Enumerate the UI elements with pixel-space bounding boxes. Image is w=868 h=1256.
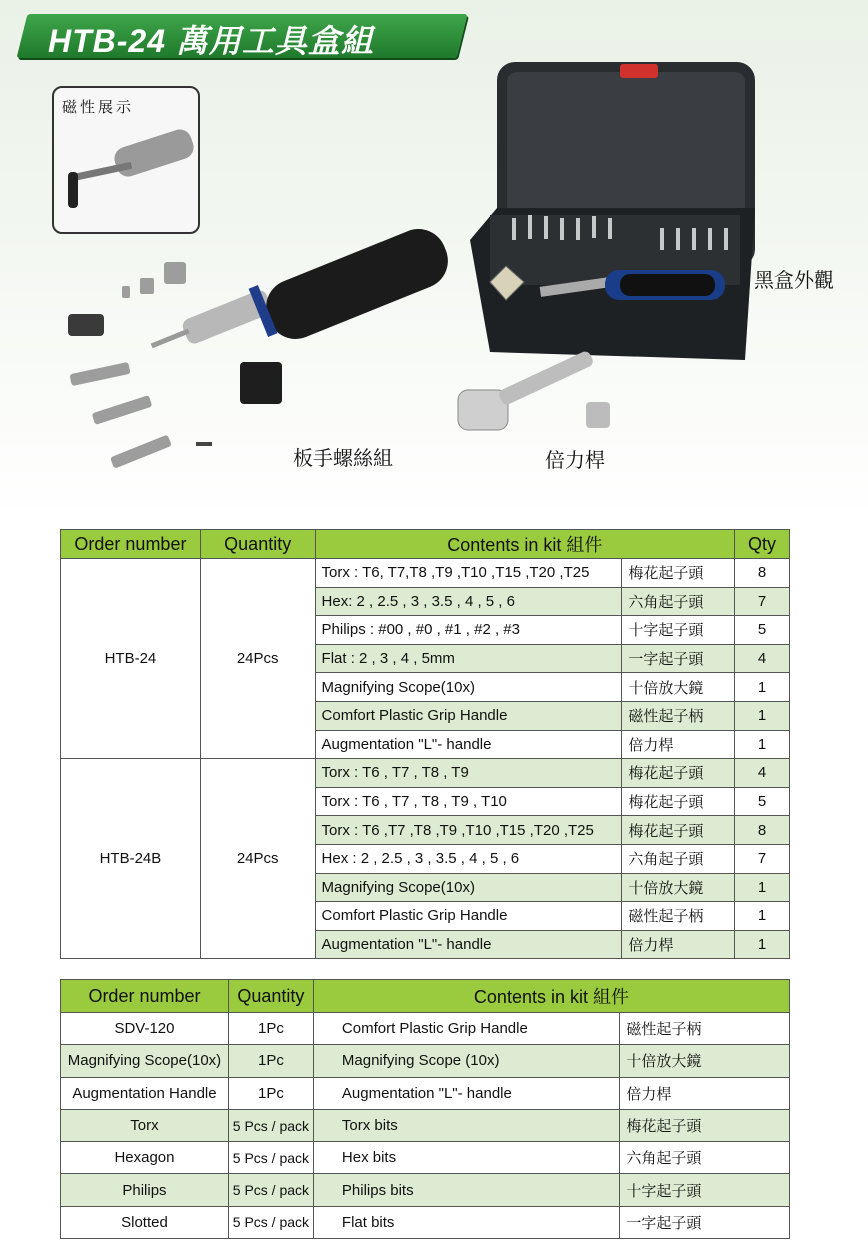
quantity-cell: 24Pcs xyxy=(200,559,315,759)
header-quantity: Quantity xyxy=(228,980,313,1013)
quantity-cell: 5 Pcs / pack xyxy=(228,1109,313,1141)
content-zh-cell: 一字起子頭 xyxy=(622,644,735,673)
header-order-number: Order number xyxy=(61,530,201,559)
l-handle-caption: 倍力桿 xyxy=(545,450,605,472)
content-en-cell: Magnifying Scope(10x) xyxy=(315,873,622,902)
order-number-cell: Magnifying Scope(10x) xyxy=(61,1045,229,1077)
qty-cell: 7 xyxy=(735,587,790,616)
content-en-cell: Hex bits xyxy=(313,1142,620,1174)
content-zh-cell: 磁性起子柄 xyxy=(620,1013,790,1045)
black-case-illustration xyxy=(470,62,755,360)
order-number-cell: Slotted xyxy=(61,1206,229,1238)
content-en-cell: Philips : #00 , #0 , #1 , #2 , #3 xyxy=(315,616,622,645)
content-en-cell: Flat : 2 , 3 , 4 , 5mm xyxy=(315,644,622,673)
content-en-cell: Torx : T6 , T7 , T8 , T9 xyxy=(315,759,622,788)
order-number-cell: Torx xyxy=(61,1109,229,1141)
quantity-cell: 5 Pcs / pack xyxy=(228,1206,313,1238)
order-number-cell: Hexagon xyxy=(61,1142,229,1174)
content-en-cell: Augmentation "L"- handle xyxy=(315,730,622,759)
table-header-row xyxy=(61,980,790,1013)
content-en-cell: Torx : T6 , T7 , T8 , T9 , T10 xyxy=(315,787,622,816)
quantity-cell: 5 Pcs / pack xyxy=(228,1142,313,1174)
order-number-cell: Philips xyxy=(61,1174,229,1206)
header-contents: Contents in kit 組件 xyxy=(313,980,789,1013)
magnetic-demo-label: 磁性展示 xyxy=(62,99,135,116)
l-handle-illustration xyxy=(458,350,610,430)
order-number-cell: Augmentation Handle xyxy=(61,1077,229,1109)
table-row xyxy=(61,759,790,788)
quantity-cell: 1Pc xyxy=(228,1045,313,1077)
qty-cell: 8 xyxy=(735,559,790,588)
qty-cell: 8 xyxy=(735,816,790,845)
content-zh-cell: 梅花起子頭 xyxy=(622,559,735,588)
qty-cell: 5 xyxy=(735,616,790,645)
small-parts-illustration xyxy=(68,262,282,469)
header-contents: Contents in kit 組件 xyxy=(315,530,735,559)
order-number-cell: HTB-24B xyxy=(61,759,201,959)
qty-cell: 7 xyxy=(735,844,790,873)
content-zh-cell: 磁性起子柄 xyxy=(622,902,735,931)
quantity-cell: 5 Pcs / pack xyxy=(228,1174,313,1206)
content-en-cell: Torx : T6, T7,T8 ,T9 ,T10 ,T15 ,T20 ,T25 xyxy=(315,559,622,588)
table-row xyxy=(61,1142,790,1174)
content-zh-cell: 六角起子頭 xyxy=(622,844,735,873)
content-zh-cell: 倍力桿 xyxy=(620,1077,790,1109)
content-zh-cell: 梅花起子頭 xyxy=(622,787,735,816)
content-en-cell: Comfort Plastic Grip Handle xyxy=(315,902,622,931)
content-zh-cell: 十倍放大鏡 xyxy=(622,673,735,702)
kit-contents-table xyxy=(60,529,790,959)
qty-cell: 4 xyxy=(735,644,790,673)
content-zh-cell: 一字起子頭 xyxy=(620,1206,790,1238)
content-en-cell: Philips bits xyxy=(313,1174,620,1206)
header-qty: Qty xyxy=(735,530,790,559)
product-photo xyxy=(0,0,868,500)
content-zh-cell: 十字起子頭 xyxy=(622,616,735,645)
table-row xyxy=(61,1109,790,1141)
table-row xyxy=(61,1077,790,1109)
content-zh-cell: 六角起子頭 xyxy=(620,1142,790,1174)
content-zh-cell: 倍力桿 xyxy=(622,930,735,959)
content-en-cell: Hex : 2 , 2.5 , 3 , 3.5 , 4 , 5 , 6 xyxy=(315,844,622,873)
header-quantity: Quantity xyxy=(200,530,315,559)
content-en-cell: Comfort Plastic Grip Handle xyxy=(315,701,622,730)
qty-cell: 1 xyxy=(735,701,790,730)
table-row xyxy=(61,1045,790,1077)
table-row xyxy=(61,1206,790,1238)
qty-cell: 1 xyxy=(735,730,790,759)
table-row xyxy=(61,559,790,588)
quantity-cell: 24Pcs xyxy=(200,759,315,959)
content-en-cell: Torx bits xyxy=(313,1109,620,1141)
content-zh-cell: 六角起子頭 xyxy=(622,587,735,616)
content-en-cell: Augmentation "L"- handle xyxy=(315,930,622,959)
content-zh-cell: 梅花起子頭 xyxy=(622,816,735,845)
content-zh-cell: 梅花起子頭 xyxy=(620,1109,790,1141)
content-en-cell: Comfort Plastic Grip Handle xyxy=(313,1013,620,1045)
content-en-cell: Magnifying Scope (10x) xyxy=(313,1045,620,1077)
content-zh-cell: 十字起子頭 xyxy=(620,1174,790,1206)
qty-cell: 1 xyxy=(735,673,790,702)
content-zh-cell: 梅花起子頭 xyxy=(622,759,735,788)
quantity-cell: 1Pc xyxy=(228,1077,313,1109)
quantity-cell: 1Pc xyxy=(228,1013,313,1045)
content-en-cell: Magnifying Scope(10x) xyxy=(315,673,622,702)
content-zh-cell: 磁性起子柄 xyxy=(622,701,735,730)
accessory-table xyxy=(60,979,790,1239)
table-row xyxy=(61,1174,790,1206)
black-box-caption: 黑盒外觀 xyxy=(754,270,834,292)
table-row xyxy=(61,1013,790,1045)
qty-cell: 1 xyxy=(735,930,790,959)
qty-cell: 1 xyxy=(735,873,790,902)
content-en-cell: Flat bits xyxy=(313,1206,620,1238)
content-en-cell: Augmentation "L"- handle xyxy=(313,1077,620,1109)
table-header-row xyxy=(61,530,790,559)
qty-cell: 5 xyxy=(735,787,790,816)
order-number-cell: SDV-120 xyxy=(61,1013,229,1045)
page-title: HTB-24 萬用工具盒組 xyxy=(48,23,374,59)
qty-cell: 4 xyxy=(735,759,790,788)
header-order-number: Order number xyxy=(61,980,229,1013)
wrench-set-caption: 板手螺絲組 xyxy=(293,448,393,470)
qty-cell: 1 xyxy=(735,902,790,931)
screwdriver-illustration xyxy=(151,221,457,349)
content-en-cell: Hex: 2 , 2.5 , 3 , 3.5 , 4 , 5 , 6 xyxy=(315,587,622,616)
content-zh-cell: 倍力桿 xyxy=(622,730,735,759)
content-zh-cell: 十倍放大鏡 xyxy=(620,1045,790,1077)
order-number-cell: HTB-24 xyxy=(61,559,201,759)
content-en-cell: Torx : T6 ,T7 ,T8 ,T9 ,T10 ,T15 ,T20 ,T25 xyxy=(315,816,622,845)
content-zh-cell: 十倍放大鏡 xyxy=(622,873,735,902)
